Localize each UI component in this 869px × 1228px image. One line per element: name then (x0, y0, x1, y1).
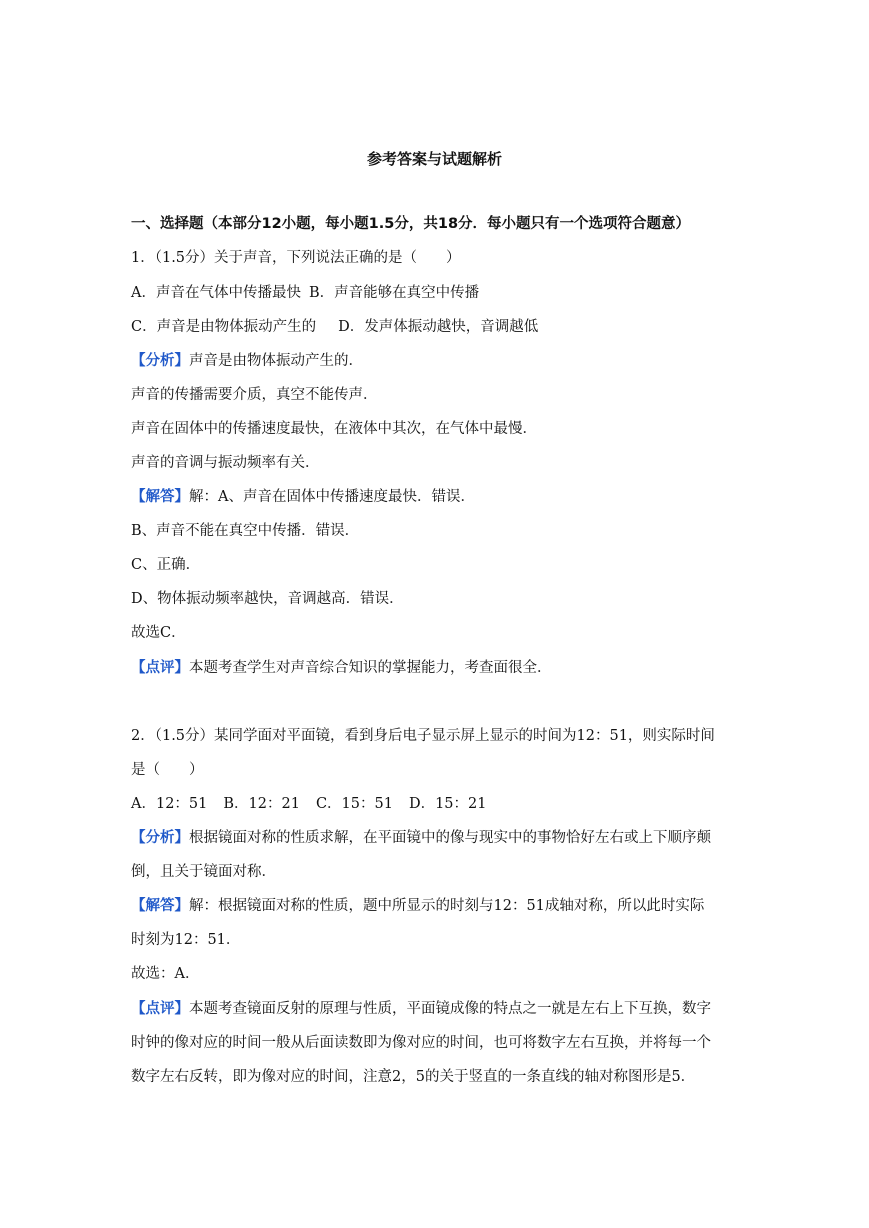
q1-answer-line: C、正确． (131, 557, 201, 573)
q1-options-row1 (131, 283, 479, 303)
q2-analysis (131, 828, 711, 848)
analysis-label: 【分析】 (131, 352, 189, 369)
q1-analysis-line: 声音的音调与振动频率有关． (131, 455, 320, 471)
q1-analysis-line: 声音的传播需要介质，真空不能传声． (131, 387, 378, 403)
q2-stem: 2．（1.5分）某同学面对平面镜，看到身后电子显示屏上显示的时间为12：51，则实际时间 (131, 728, 715, 744)
q2-answer-text: 解：根据镜面对称的性质，题中所显示的时刻与12：51成轴对称，所以此时实际 (189, 898, 705, 914)
q1-answer-line: D、物体振动频率越快，音调越高．错误． (131, 591, 404, 607)
q1-answer-line: 故选C． (131, 625, 186, 641)
page-title: 参考答案与试题解析 (366, 150, 502, 168)
q1-option-a: A．声音在气体中传播最快 (131, 285, 301, 301)
q1-comment-text: 本题考查学生对声音综合知识的掌握能力，考查面很全． (189, 660, 552, 676)
q2-analysis-line: 倒，且关于镜面对称． (131, 864, 276, 880)
q2-answer (131, 896, 704, 916)
q2-answer-line: 时刻为12：51． (131, 932, 241, 948)
section-heading: 一、选择题（本部分12小题，每小题1.5分，共18分．每小题只有一个选项符合题意） (131, 216, 691, 232)
q1-analysis-line: 声音在固体中的传播速度最快，在液体中其次，在气体中最慢． (131, 421, 537, 437)
q2-comment (131, 999, 711, 1019)
q1-option-b: B．声音能够在真空中传播 (308, 285, 480, 301)
comment-label: 【点评】 (131, 1000, 189, 1017)
q1-analysis-text: 声音是由物体振动产生的． (189, 353, 363, 369)
answer-label: 【解答】 (131, 897, 189, 914)
q2-comment-line: 时钟的像对应的时间一般从后面读数即为像对应的时间，也可将数字左右互换，并将每一个 (131, 1035, 711, 1051)
q2-comment-line: 数字左右反转，即为像对应的时间，注意2，5的关于竖直的一条直线的轴对称图形是5． (131, 1069, 696, 1085)
q2-option-a: A．12：51 (131, 796, 208, 812)
q1-comment (131, 658, 552, 678)
q1-stem: 1．（1.5分）关于声音，下列说法正确的是（ ） (131, 250, 461, 266)
q1-options-row2 (131, 317, 538, 337)
answer-label: 【解答】 (131, 488, 189, 505)
q2-options (131, 794, 486, 814)
analysis-label: 【分析】 (131, 829, 189, 846)
q1-answer-text: 解：A、声音在固体中传播速度最快．错误． (189, 489, 475, 505)
q2-option-d: D．15：21 (408, 796, 487, 812)
q2-option-c: C．15：51 (315, 796, 393, 812)
q1-option-c: C．声音是由物体振动产生的 (131, 319, 317, 335)
q1-analysis (131, 351, 363, 371)
q2-comment-text: 本题考查镜面反射的原理与性质，平面镜成像的特点之一就是左右上下互换，数字 (189, 1001, 711, 1017)
q1-option-d: D．发声体振动越快，音调越低 (338, 319, 539, 335)
q2-stem-cont: 是（ ） (131, 762, 204, 778)
q1-answer (131, 487, 475, 507)
comment-label: 【点评】 (131, 659, 189, 676)
q1-answer-line: B、声音不能在真空中传播．错误． (131, 523, 360, 539)
q2-answer-line: 故选：A． (131, 966, 200, 982)
q2-option-b: B．12：21 (223, 796, 300, 812)
q2-analysis-text: 根据镜面对称的性质求解，在平面镜中的像与现实中的事物恰好左右或上下顺序颠 (189, 830, 711, 846)
